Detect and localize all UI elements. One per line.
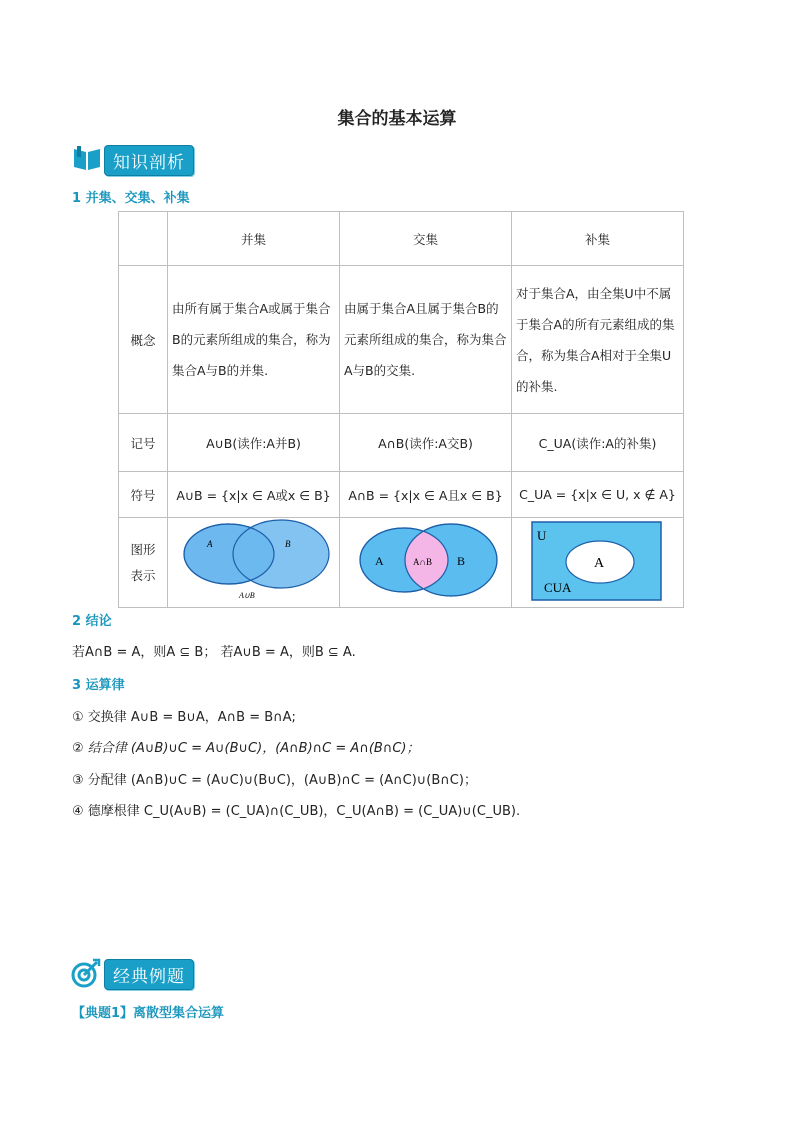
page-title: 集合的基本运算 (337, 109, 457, 129)
table-row (119, 472, 684, 518)
figure-label-2: 表示 (130, 567, 156, 583)
inter-label-a: A (375, 554, 384, 568)
section-3-heading: 3 运算律 (72, 678, 125, 693)
symbol-intersection: A∩B = {x|x ∈ A且x ∈ B} (340, 472, 512, 518)
law-de-morgan: ④ 德摩根律 C_U(A∪B) = (C_UA)∩(C_UB)，C_U(A∩B) = (C_UA)∪(C_UB). (72, 804, 521, 819)
examples-badge: 经典例题 (104, 959, 194, 990)
union-label-a: A (207, 539, 213, 549)
row-label-concept: 概念 (119, 266, 168, 414)
concept-union: 由所有属于集合A或属于集合B的元素所组成的集合，称为集合A与B的并集. (168, 266, 340, 414)
figure-union (168, 518, 340, 608)
notation-union: A∪B(读作:A并B) (168, 414, 340, 472)
table-header-row (119, 212, 684, 266)
row-label-symbol: 符号 (119, 472, 168, 518)
target-icon (70, 957, 102, 993)
table-row (119, 266, 684, 414)
figure-complement (512, 518, 684, 608)
header-intersection: 交集 (340, 212, 512, 266)
book-icon (72, 143, 102, 177)
table-row (119, 518, 684, 608)
symbol-complement: C_UA = {x|x ∈ U, x ∉ A} (512, 472, 684, 518)
union-caption: A∪B (239, 591, 255, 600)
symbol-union: A∪B = {x|x ∈ A或x ∈ B} (168, 472, 340, 518)
concept-complement: 对于集合A，由全集U中不属于集合A的所有元素组成的集合，称为集合A相对于全集U的补集. (512, 266, 684, 414)
comp-label-a: A (594, 556, 605, 571)
header-empty (119, 212, 168, 266)
inter-label-b: B (457, 554, 466, 568)
law-commutative: ① 交换律 A∪B = B∪A，A∩B = B∩A; (72, 710, 296, 725)
knowledge-badge: 知识剖析 (104, 145, 194, 176)
notation-intersection: A∩B(读作:A交B) (340, 414, 512, 472)
complement-diagram (513, 519, 682, 603)
row-label-figure (119, 518, 168, 608)
conclusion-text: 若A∩B = A，则A ⊆ B； 若A∪B = A，则B ⊆ A. (72, 645, 356, 660)
row-label-notation: 记号 (119, 414, 168, 472)
law-associative: ② 结合律 (A∪B)∪C = A∪(B∪C)，(A∩B)∩C = A∩(B∩C)； (72, 741, 420, 756)
intersection-venn-diagram (341, 519, 510, 603)
table-row (119, 414, 684, 472)
example-1-title: 【典题1】离散型集合运算 (72, 1006, 225, 1021)
notation-complement: C_UA(读作:A的补集) (512, 414, 684, 472)
figure-intersection (340, 518, 512, 608)
section-1-heading: 1 并集、交集、补集 (72, 191, 190, 206)
comp-label-u: U (537, 528, 547, 543)
comp-label-cua: CUA (544, 580, 572, 595)
concept-intersection: 由属于集合A且属于集合B的元素所组成的集合，称为集合A与B的交集. (340, 266, 512, 414)
set-operations-table (118, 211, 684, 608)
inter-label-mid: A∩B (413, 557, 433, 567)
union-venn-diagram (169, 519, 338, 603)
figure-label-1: 图形 (130, 541, 156, 557)
header-complement: 补集 (512, 212, 684, 266)
section-2-heading: 2 结论 (72, 614, 112, 629)
header-union: 并集 (168, 212, 340, 266)
union-label-b: B (285, 539, 291, 549)
law-distributive: ③ 分配律 (A∩B)∪C = (A∪C)∪(B∪C)，(A∪B)∩C = (A∩C)∪(B∩C)； (72, 773, 477, 788)
